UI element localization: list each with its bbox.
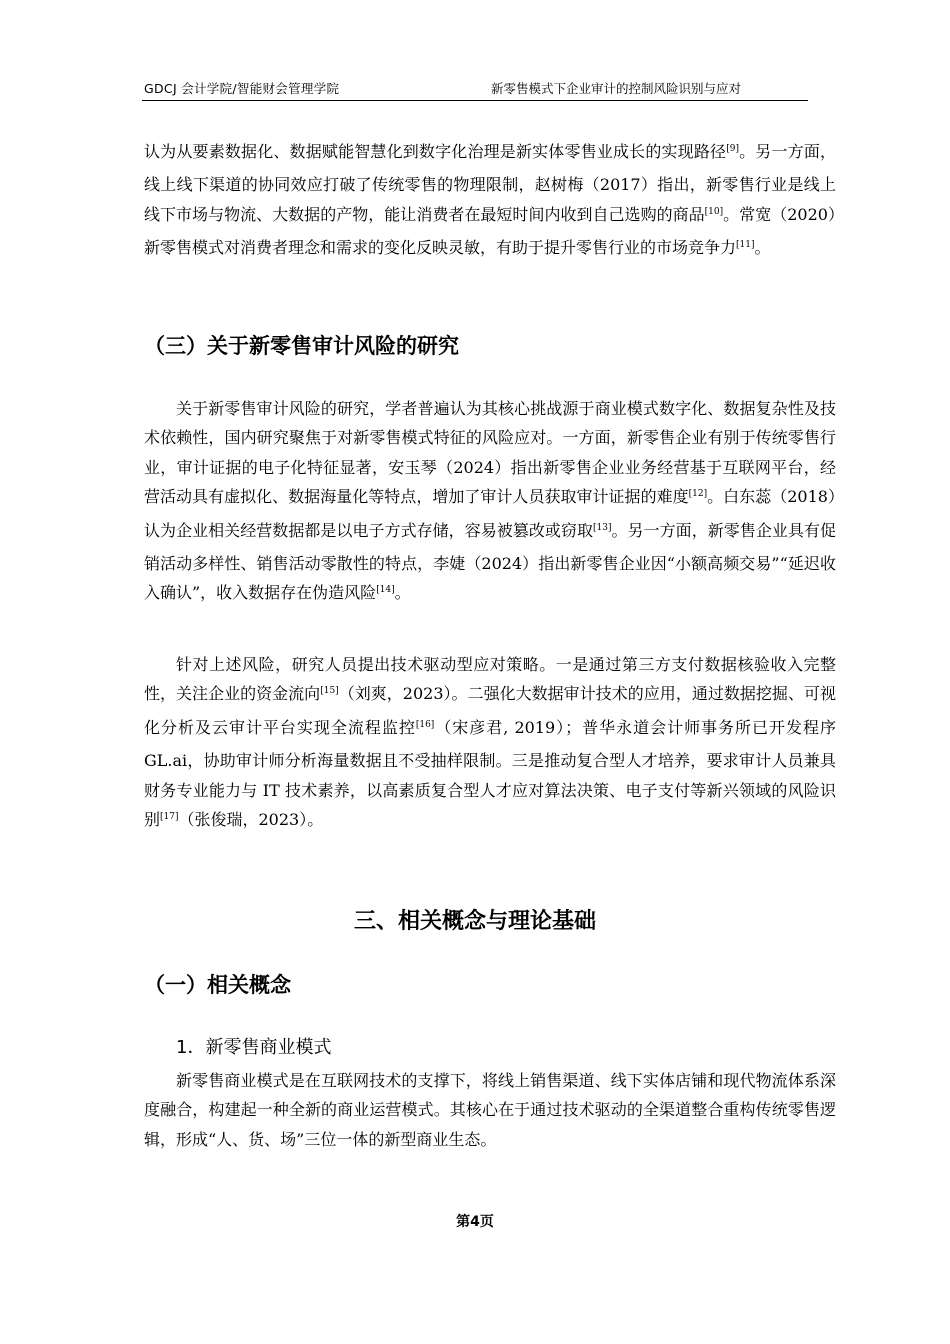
text: （刘爽，2023）。二强化大数据审计技术的应用，通过数据挖掘、可视化分析及云审计平台实现全流程监控 [144, 684, 836, 737]
page-header-right: 新零售模式下企业审计的控制风险识别与应对 [491, 81, 742, 96]
citation: [9] [726, 144, 739, 154]
text: 。 [394, 583, 411, 603]
text: 。白东蕊（2018）认为企业相关经营数据都是以电子方式存储，容易被篡改或窃取 [144, 487, 836, 540]
citation: [10] [704, 206, 724, 217]
text: 。常宽（2020）新零售模式对消费者理念和需求的变化反映灵敏，有助于提升零售行业的市场竞争力 [144, 204, 836, 258]
citation: [13] [593, 522, 612, 533]
citation: [12] [688, 489, 708, 500]
section-heading-3: （三）关于新零售审计风险的研究 [144, 334, 459, 358]
text: 。另一方面，新零售企业具有促销活动多样性、销售活动零散性的特点，李婕（2024）指出新零售企业因“小额高频交易”“延迟收入确认”，收入数据存在伪造风险 [144, 520, 836, 603]
page-number: 第4页 [456, 1214, 494, 1230]
text: 关于新零售审计风险的研究，学者普遍认为其核心挑战源于商业模式数字化、数据复杂性及技术依赖性，国内研究聚焦于对新零售模式特征的风险应对。一方面，新零售企业有别于传统零售行业，审计证据的电子化特征显著，安玉琴（2024）指出新零售企业业务经营基于互联网平台，经营活动具有虚拟化、数据海量化等特点，增加了审计人员获取审计证据的难度 [144, 399, 836, 507]
chapter-heading: 三、相关概念与理论基础 [353, 909, 596, 934]
text: 针对上述风险，研究人员提出技术驱动型应对策略。一是通过第三方支付数据核验收入完整性，关注企业的资金流向 [144, 655, 836, 704]
text: （宋彦君, 2019）；普华永道会计师事务所已开发程序 GL.ai，协助审计师分析海量数据且不受抽样限制。三是推动复合型人才培养，要求审计人员兼具财务专业能力与 IT 技术素养，以高素质复合型人才应对算法决策、电子支付等新兴领域的风险识别 [144, 717, 836, 830]
page-header-left: GDCJ 会计学院/智能财会管理学院 [144, 81, 340, 96]
citation: [11] [736, 240, 755, 251]
paragraph-2 [144, 394, 836, 612]
citation: [15] [320, 686, 339, 697]
subsection-heading: 1．新零售商业模式 [176, 1037, 332, 1058]
citation: [17] [160, 812, 179, 823]
citation: [14] [376, 585, 395, 596]
text: （张俊瑞，2023）。 [178, 810, 324, 830]
paragraph-3 [144, 650, 836, 838]
paragraph-1 [144, 137, 836, 267]
text: 认为从要素数据化、数据赋能智慧化到数字化治理是新实体零售业成长的实现路径 [144, 142, 727, 161]
text: 。另一方面，线上线下渠道的协同效应打破了传统零售的物理限制，赵树梅（2017）指出，新零售行业是线上线下市场与物流、大数据的产物，能让消费者在最短时间内收到自己选购的商品 [144, 142, 836, 224]
paragraph-4: 新零售商业模式是在互联网技术的支撑下，将线上销售渠道、线下实体店铺和现代物流体系深度融合，构建起一种全新的商业运营模式。其核心在于通过技术驱动的全渠道整合重构传统零售逻辑，形成“人、货、场”三位一体的新型商业生态。 [144, 1071, 836, 1149]
text: 。 [754, 238, 771, 258]
citation: [16] [415, 719, 435, 730]
section-heading-1: （一）相关概念 [144, 973, 291, 997]
header-divider [142, 100, 808, 101]
